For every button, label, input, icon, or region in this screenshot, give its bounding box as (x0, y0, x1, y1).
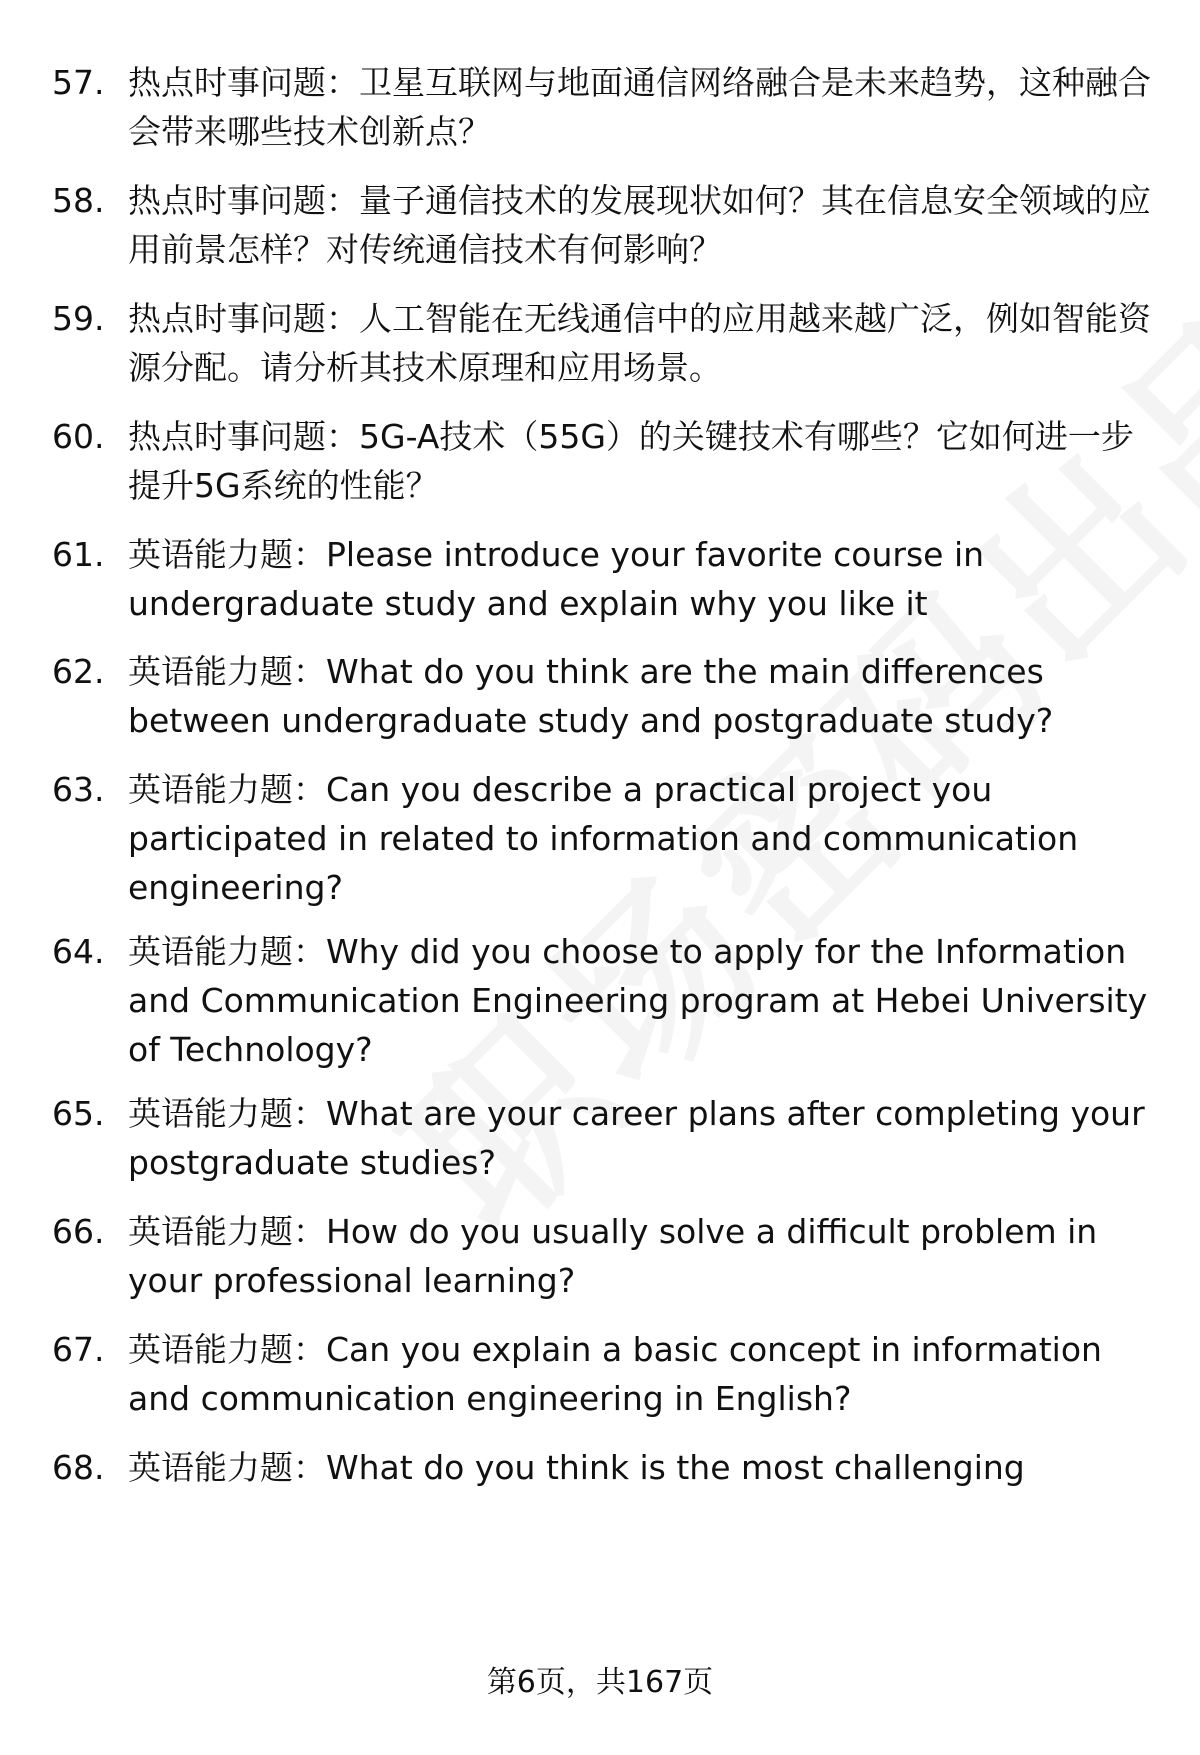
question-text: 英语能力题：Can you describe a practical project you participated in related to information and communication engineering? (128, 770, 1079, 907)
question-text: 热点时事问题：5G-A技术（55G）的关键技术有哪些？它如何进一步提升5G系统的性能？ (128, 417, 1134, 505)
question-number: 67. (52, 1330, 105, 1369)
question-item (52, 647, 1162, 745)
question-item (52, 294, 1162, 392)
question-item (52, 412, 1162, 510)
question-number: 62. (52, 652, 105, 691)
question-text: 热点时事问题：人工智能在无线通信中的应用越来越广泛，例如智能资源分配。请分析其技术原理和应用场景。 (128, 299, 1151, 387)
question-number: 61. (52, 535, 105, 574)
question-text: 热点时事问题：量子通信技术的发展现状如何？其在信息安全领域的应用前景怎样？对传统通信技术有何影响？ (128, 181, 1151, 269)
question-item (52, 1443, 1162, 1492)
question-text: 英语能力题：Why did you choose to apply for the Information and Communication Engineering program at Hebei University of Technology? (128, 932, 1148, 1069)
question-text: 热点时事问题：卫星互联网与地面通信网络融合是未来趋势，这种融合会带来哪些技术创新点？ (128, 63, 1151, 151)
question-item (52, 1089, 1162, 1187)
question-number: 57. (52, 63, 105, 102)
question-item (52, 765, 1162, 912)
question-number: 59. (52, 299, 105, 338)
question-item (52, 530, 1162, 628)
question-number: 64. (52, 932, 105, 971)
question-number: 60. (52, 417, 105, 456)
question-item (52, 58, 1162, 156)
question-number: 66. (52, 1212, 105, 1251)
question-text: 英语能力题：Please introduce your favorite course in undergraduate study and explain why you like it (128, 535, 985, 623)
question-number: 65. (52, 1094, 105, 1133)
question-item (52, 1207, 1162, 1305)
question-number: 63. (52, 770, 105, 809)
question-text: 英语能力题：How do you usually solve a difficult problem in your professional learning? (128, 1212, 1098, 1300)
question-item (52, 176, 1162, 274)
page-footer: 第6页，共167页 (486, 1665, 714, 1700)
question-item (52, 927, 1162, 1074)
question-text: 英语能力题：Can you explain a basic concept in information and communication engineering in English? (128, 1330, 1102, 1418)
question-text: 英语能力题：What do you think are the main differences between undergraduate study and postgraduate study? (128, 652, 1054, 740)
question-text: 英语能力题：What are your career plans after completing your postgraduate studies? (128, 1094, 1145, 1182)
question-number: 68. (52, 1448, 105, 1487)
question-item (52, 1325, 1162, 1423)
question-text: 英语能力题：What do you think is the most challenging (128, 1448, 1025, 1487)
question-number: 58. (52, 181, 105, 220)
